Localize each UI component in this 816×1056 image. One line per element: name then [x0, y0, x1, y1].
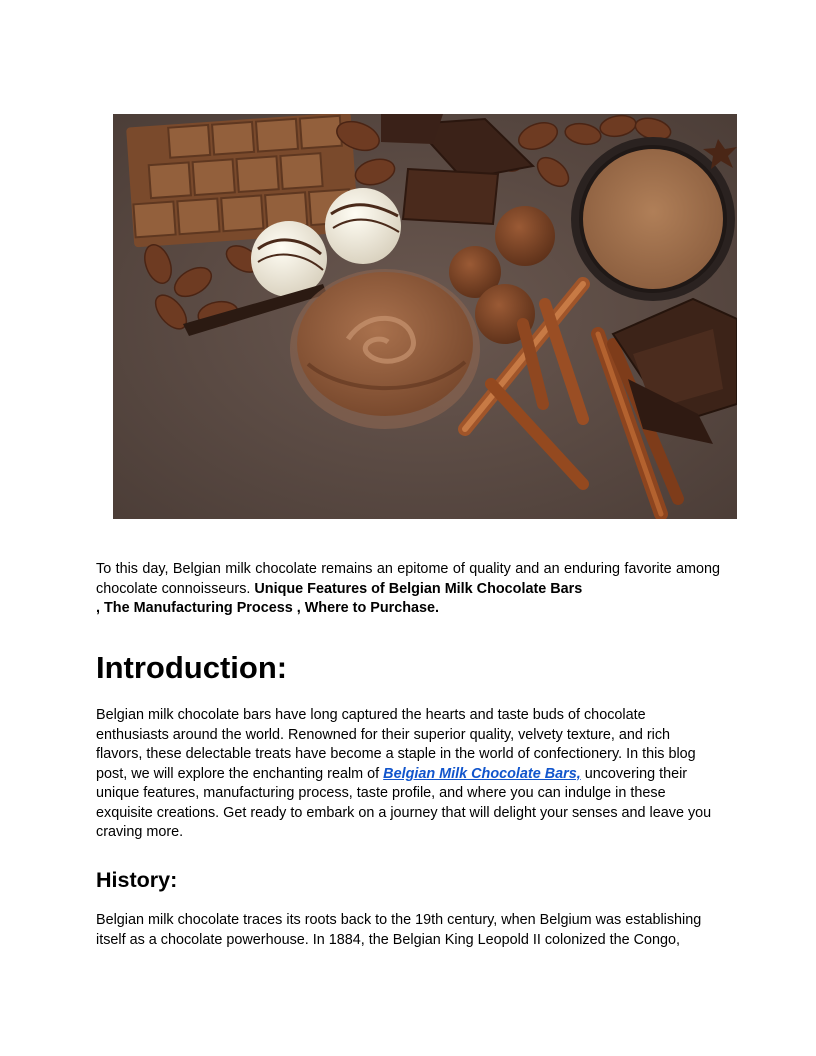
hero-image — [113, 114, 737, 519]
melted-chocolate-bowl — [290, 269, 480, 429]
intro-paragraph — [96, 560, 720, 619]
history-heading: History: — [96, 868, 178, 892]
introduction-text-before-link: Belgian milk chocolate bars have long captured the hearts and taste buds of chocolate enthusiasts around the world. Renowned for their superior quality, velvety texture, and rich flavors, these delectable treats have become a staple in the world of confectionery. In this blog post, we will explore the enchanting realm of — [96, 707, 696, 782]
chocolate-illustration — [113, 114, 737, 519]
milk-chocolate-bar — [126, 114, 359, 247]
cocoa-powder-bowl — [571, 137, 735, 301]
intro-bold-line-2: , The Manufacturing Process , Where to Purchase. — [96, 600, 440, 616]
history-paragraph: Belgian milk chocolate traces its roots back to the 19th century, when Belgium was establishing itself as a chocolate powerhouse. In 1884, the Belgian King Leopold II colonized the Congo, — [96, 912, 702, 948]
introduction-paragraph — [96, 706, 720, 843]
intro-bold-line-1: Unique Features of Belgian Milk Chocolate Bars — [254, 580, 583, 597]
belgian-milk-chocolate-bars-link[interactable]: Belgian Milk Chocolate Bars, — [383, 765, 581, 782]
introduction-heading: Introduction: — [96, 650, 288, 685]
introduction-text-after-link: uncovering their unique features, manufacturing process, taste profile, and where you can indulge in these exquisite creations. Get ready to embark on a journey that will delight your senses and leave you craving more. — [96, 765, 712, 840]
intro-lead-text: To this day, Belgian milk chocolate remains an epitome of quality and an enduring favorite among chocolate connoisseurs. — [96, 561, 720, 597]
